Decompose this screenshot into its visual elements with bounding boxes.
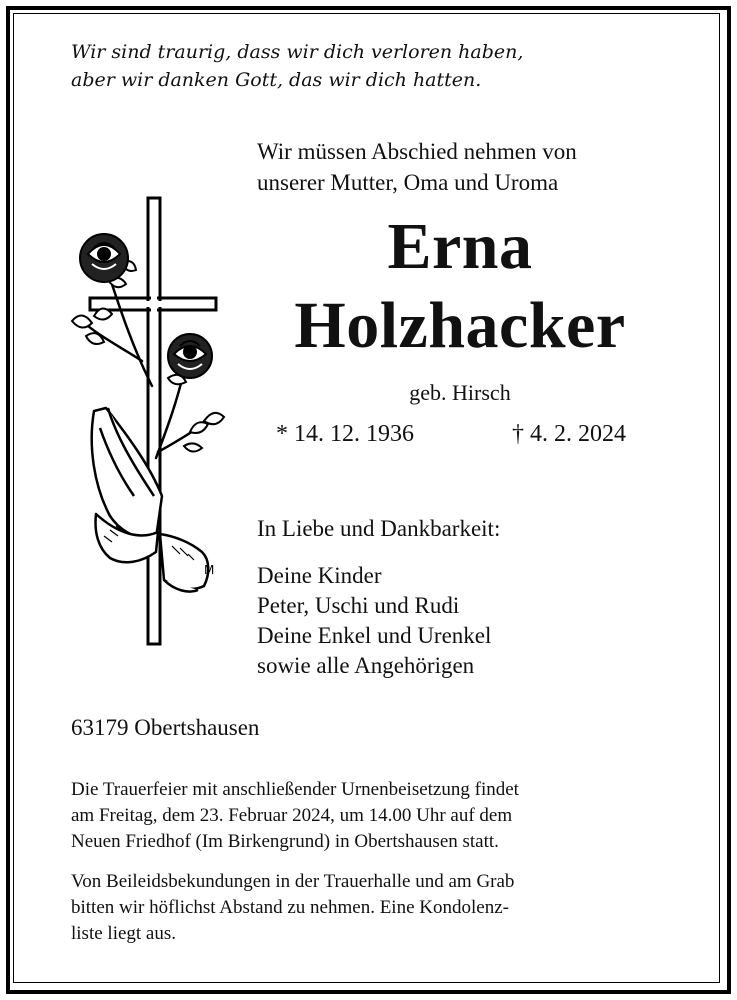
mourner-line: Deine Enkel und Urenkel xyxy=(257,623,492,648)
intro-text xyxy=(257,136,577,198)
location: 63179 Obertshausen xyxy=(71,715,260,740)
condolence-line: bitten wir höflichst Abstand zu nehmen. Eine Kondolenz- xyxy=(71,897,509,918)
signature-monogram: M xyxy=(204,563,215,577)
condolence-notice xyxy=(71,869,662,947)
cross-roses-praying-hands-icon xyxy=(64,196,228,648)
intro-line: Wir müssen Abschied nehmen von xyxy=(257,139,577,164)
mourner-line: sowie alle Angehörigen xyxy=(257,653,475,678)
death-date: † 4. 2. 2024 xyxy=(512,421,626,447)
condolence-line: liste liegt aus. xyxy=(71,923,177,944)
mourners-list xyxy=(257,561,491,681)
mourners-heading: In Liebe und Dankbarkeit: xyxy=(257,516,501,541)
intro-line: unserer Mutter, Oma und Uroma xyxy=(257,170,559,195)
mourner-line: Deine Kinder xyxy=(257,563,382,588)
birth-name: geb. Hirsch xyxy=(409,380,511,405)
ceremony-notice xyxy=(71,777,662,855)
condolence-line: Von Beileidsbekundungen in der Trauerhalle und am Grab xyxy=(71,871,515,892)
motto-line: Wir sind traurig, dass wir dich verloren haben, xyxy=(71,41,524,63)
motto-line: aber wir danken Gott, das wir dich hatten. xyxy=(71,69,482,91)
ceremony-line: Neuen Friedhof (Im Birkengrund) in Obertshausen statt. xyxy=(71,831,499,852)
motto-quote xyxy=(71,38,523,94)
ceremony-line: Die Trauerfeier mit anschließender Urnenbeisetzung findet xyxy=(71,779,519,800)
deceased-first-name: Erna xyxy=(387,210,533,283)
mourner-line: Peter, Uschi und Rudi xyxy=(257,593,460,618)
birth-date: * 14. 12. 1936 xyxy=(276,421,414,447)
ceremony-line: am Freitag, dem 23. Februar 2024, um 14.00 Uhr auf dem xyxy=(71,805,513,826)
deceased-last-name: Holzhacker xyxy=(294,289,626,362)
